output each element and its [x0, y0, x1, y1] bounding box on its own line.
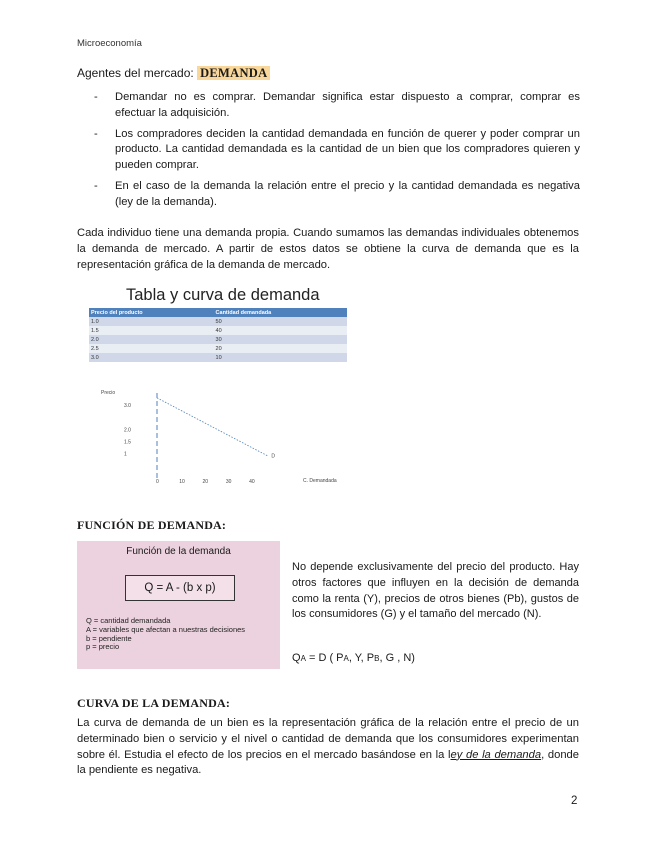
agents-heading [77, 66, 270, 81]
formula-box: Q = A - (b x p) [125, 575, 235, 601]
bullet-dash: - [94, 127, 98, 140]
table-cell: 20 [214, 344, 347, 353]
curva-text-after: , donde la pendiente es negativa. [77, 748, 579, 777]
funcion-box [77, 541, 280, 669]
funcion-box-title: Función de la demanda [126, 546, 231, 557]
list-item [94, 179, 580, 211]
chart-demand-line [157, 398, 267, 456]
demand-table [89, 308, 347, 362]
page-number: 2 [571, 795, 578, 807]
table-cell: 1.0 [89, 317, 214, 326]
chart-x-label: C. Demandada [303, 478, 337, 484]
table-cell: 3.0 [89, 353, 214, 362]
chart-x-tick: 20 [202, 479, 209, 485]
table-cell: 30 [214, 335, 347, 344]
qa-sub2: A [343, 654, 349, 663]
curva-text-before: La curva de demanda de un bien es la representación gráfica de la relación entre el precio de un determinado bien o servicio y el nivel o cantidad de demanda que los consumidores experimentan sobre él. Estudia el efecto de los precios en el mercado basándose en la l [77, 717, 579, 761]
bullet-text: Demandar no es comprar. Demandar significa estar dispuesto a comprar, comprar es efectuar la adquisición. [115, 91, 580, 119]
table-row [89, 335, 347, 344]
chart-x-tick: 30 [225, 479, 232, 485]
chart-y-tick: 1.5 [124, 439, 131, 446]
table-header-row [89, 308, 347, 317]
legend-item: b = pendiente [86, 633, 132, 643]
bullet-list [94, 90, 580, 216]
figure-title: Tabla y curva de demanda [126, 286, 320, 304]
chart-x-tick: 0 [156, 479, 159, 485]
legend-item: p = precio [86, 642, 120, 652]
chart-y-tick: 1 [124, 451, 127, 458]
running-header: Microeconomía [77, 38, 142, 49]
table-row [89, 326, 347, 335]
qa-middle: = D ( P [305, 652, 344, 664]
list-item [94, 127, 580, 174]
agents-label: Agentes del mercado: [77, 66, 194, 80]
legend-item: Q = cantidad demandada [86, 616, 171, 625]
bullet-dash: - [94, 91, 98, 103]
chart-x-tick: 10 [179, 479, 185, 485]
demand-figure [77, 282, 349, 492]
bullet-dash: - [94, 179, 98, 192]
formula-legend [86, 617, 245, 652]
chart-y-label: Precio [101, 390, 116, 396]
qa-prefix: Q [292, 652, 301, 664]
qa-sub3: B [374, 654, 380, 663]
intro-paragraph: Cada individuo tiene una demanda propia. Cuando sumamos las demandas individuales obtenemos la demanda de mercado. A partir de estos datos se obtiene la curva de demanda que es la representación gráfica de la demanda de mercado. [77, 227, 579, 271]
ley-demanda-link[interactable]: ey de la demanda [450, 748, 542, 761]
qa-equation [292, 652, 415, 664]
table-header-quantity: Cantidad demandada [214, 308, 347, 317]
legend-item: A = variables que afectan a nuestras decisiones [86, 624, 246, 634]
chart-y-tick: 3.0 [124, 403, 131, 410]
table-cell: 2.5 [89, 344, 214, 353]
qa-end: , G , N) [379, 652, 415, 664]
chart-y-tick: 2.0 [124, 427, 131, 434]
table-cell: 40 [214, 326, 347, 335]
chart-curve-label: D [271, 453, 275, 460]
demand-chart [91, 388, 337, 488]
table-cell: 50 [214, 317, 347, 326]
curva-paragraph [77, 716, 579, 779]
qa-sub: A [300, 654, 306, 663]
agents-highlight: DEMANDA [197, 66, 270, 80]
bullet-text: Los compradores deciden la cantidad demandada en función de querer y poder comprar un producto. La cantidad demandada es la cantidad de un bien que los compradores quieren y pueden comprar. [115, 127, 580, 172]
table-row [89, 317, 347, 326]
chart-x-tick: 40 [249, 479, 255, 485]
table-row [89, 344, 347, 353]
table-cell: 10 [214, 353, 347, 362]
curva-heading: CURVA DE LA DEMANDA: [77, 696, 231, 710]
table-row [89, 353, 347, 362]
table-cell: 1.5 [89, 326, 214, 335]
bullet-text: En el caso de la demanda la relación entre el precio y la cantidad demandada es negativa (ley de la demanda). [115, 179, 580, 208]
qa-tail: , Y, P [348, 652, 375, 664]
table-header-price: Precio del producto [89, 308, 214, 317]
list-item [94, 90, 580, 122]
table-cell: 2.0 [89, 335, 214, 344]
funcion-heading: FUNCIÓN DE DEMANDA: [77, 518, 227, 532]
funcion-side-text: No depende exclusivamente del precio del producto. Hay otros factores que influyen en la decisión de demanda como la renta (Y), precios de otros bienes (Pb), gustos de los consumidores (G) y el tamaño del mercado (N). [292, 561, 579, 621]
